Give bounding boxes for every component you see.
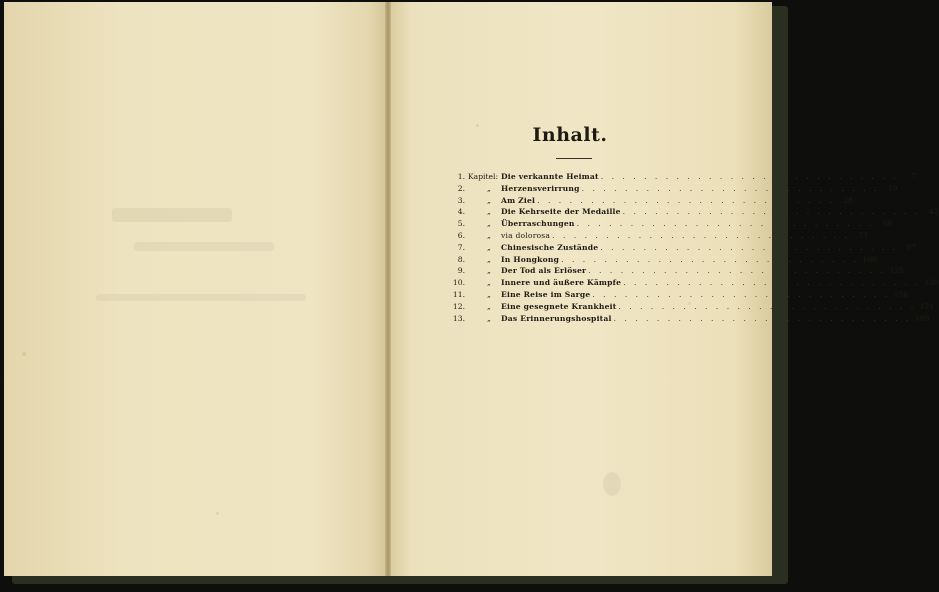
toc-entry xyxy=(452,313,930,325)
toc-entry xyxy=(452,230,868,242)
age-spot xyxy=(216,512,219,515)
leader-dots: . . . . . . . . . . . . . . . . . . . . . . . . . . . . xyxy=(600,172,899,181)
bleed-through-line xyxy=(112,208,232,222)
ditto-mark: „ xyxy=(487,195,491,205)
leader-dots: . . . . . . . . . . . . . . . . . . . . . . . . . . . . xyxy=(613,313,912,323)
chapter-title: In Hongkong xyxy=(501,254,560,264)
chapter-title: Die verkannte Heimat xyxy=(501,172,599,181)
chapter-number: 8. xyxy=(457,254,465,264)
leader-dots: . . . . . . . . . . . . . . . . . . . . . . . . . . . . xyxy=(588,266,886,276)
chapter-number: 2. xyxy=(457,183,465,193)
book-gutter xyxy=(385,2,391,576)
page-number: 19 xyxy=(887,183,898,193)
chapter-number: 9. xyxy=(457,266,465,276)
chapter-title: via dolorosa xyxy=(501,230,551,240)
page-number: 73 xyxy=(858,230,868,240)
page-number: 125 xyxy=(889,266,904,276)
toc-entry xyxy=(452,171,917,183)
toc-entry xyxy=(452,218,893,230)
page-number: 87 xyxy=(906,242,917,252)
chapter-title: Chinesische Zustände xyxy=(501,242,599,252)
toc-entry xyxy=(452,254,877,266)
chapter-title: Herzensverirrung xyxy=(501,183,580,193)
ditto-mark: „ xyxy=(487,278,491,288)
chapter-number: 12. xyxy=(452,301,465,311)
toc-entry xyxy=(452,242,917,254)
ditto-mark: „ xyxy=(487,219,491,229)
ditto-mark: „ xyxy=(487,230,491,240)
ditto-mark: „ xyxy=(487,242,491,252)
page-number: 106 xyxy=(862,254,877,264)
leader-dots: . . . . . . . . . . . . . . . . . . . . . . . . . . . . xyxy=(561,254,859,264)
bleed-through-line xyxy=(134,242,274,251)
table-of-contents xyxy=(452,171,939,324)
page-number: 189 xyxy=(914,313,930,323)
leader-dots: . . . . . . . . . . . . . . . . . . . . . . . . . . . . xyxy=(537,195,835,205)
chapter-number: 7. xyxy=(457,242,465,252)
leader-dots: . . . . . . . . . . . . . . . . . . . . . . . . . . . . xyxy=(576,219,875,229)
chapter-number: 5. xyxy=(457,219,465,229)
ditto-mark: „ xyxy=(487,207,491,217)
chapter-title: Der Tod als Erlöser xyxy=(501,266,587,276)
page-number: 156 xyxy=(893,289,909,299)
ditto-mark: „ xyxy=(487,266,491,276)
chapter-number: 4. xyxy=(457,207,465,217)
page-number: 171 xyxy=(919,301,935,311)
ditto-mark: „ xyxy=(487,254,491,264)
page-number: 28 xyxy=(843,195,853,205)
toc-entry xyxy=(452,195,853,207)
leader-dots: . . . . . . . . . . . . . . . . . . . . . . . . . . . . xyxy=(581,183,880,193)
chapter-number: 11. xyxy=(452,289,465,299)
toc-entry xyxy=(452,277,939,289)
leader-dots: . . . . . . . . . . . . . . . . . . . . . . . . . . . . xyxy=(618,301,917,311)
left-page xyxy=(4,2,388,576)
chapter-title: Überraschungen xyxy=(501,219,575,229)
page-number: 7 xyxy=(911,172,917,181)
toc-entry xyxy=(452,289,909,301)
chapter-number: 3. xyxy=(457,195,465,205)
page-number: 56 xyxy=(882,219,893,229)
leader-dots: . . . . . . . . . . . . . . . . . . . . . . . . . . . . xyxy=(623,278,921,288)
chapter-number: 13. xyxy=(452,313,465,323)
age-spot xyxy=(22,352,26,356)
chapter-title: Das Erinnerungshospital xyxy=(501,313,612,323)
chapter-title: Die Kehrseite der Medaille xyxy=(501,207,621,217)
chapter-number: 1. xyxy=(457,172,465,181)
ditto-mark: „ xyxy=(487,301,491,311)
leader-dots: . . . . . . . . . . . . . . . . . . . . . . . . . . . . xyxy=(622,207,921,217)
chapter-number: 6. xyxy=(457,230,465,240)
bleed-through-line xyxy=(96,294,306,301)
chapter-label: Kapitel: xyxy=(468,172,499,181)
chapter-title: Eine Reise im Sarge xyxy=(501,289,591,299)
age-spot xyxy=(476,124,479,127)
page-number: 139 xyxy=(924,278,939,288)
leader-dots: . . . . . . . . . . . . . . . . . . . . . . . . . . . . xyxy=(552,230,850,240)
ditto-mark: „ xyxy=(487,289,491,299)
pencil-mark xyxy=(603,472,621,496)
toc-entry xyxy=(452,183,898,195)
ditto-mark: „ xyxy=(487,183,491,193)
ditto-mark: „ xyxy=(487,313,491,323)
title-rule xyxy=(556,158,592,159)
toc-entry xyxy=(452,301,935,313)
leader-dots: . . . . . . . . . . . . . . . . . . . . . . . . . . . . xyxy=(600,242,899,252)
toc-title: Inhalt. xyxy=(532,124,608,146)
toc-entry xyxy=(452,265,904,277)
toc-entry xyxy=(452,206,939,218)
chapter-title: Eine gesegnete Krankheit xyxy=(501,301,617,311)
leader-dots: . . . . . . . . . . . . . . . . . . . . . . . . . . . . xyxy=(592,289,891,299)
chapter-number: 10. xyxy=(452,278,465,288)
chapter-title: Am Ziel xyxy=(501,195,536,205)
chapter-title: Innere und äußere Kämpfe xyxy=(501,278,622,288)
page-number: 42 xyxy=(928,207,939,217)
